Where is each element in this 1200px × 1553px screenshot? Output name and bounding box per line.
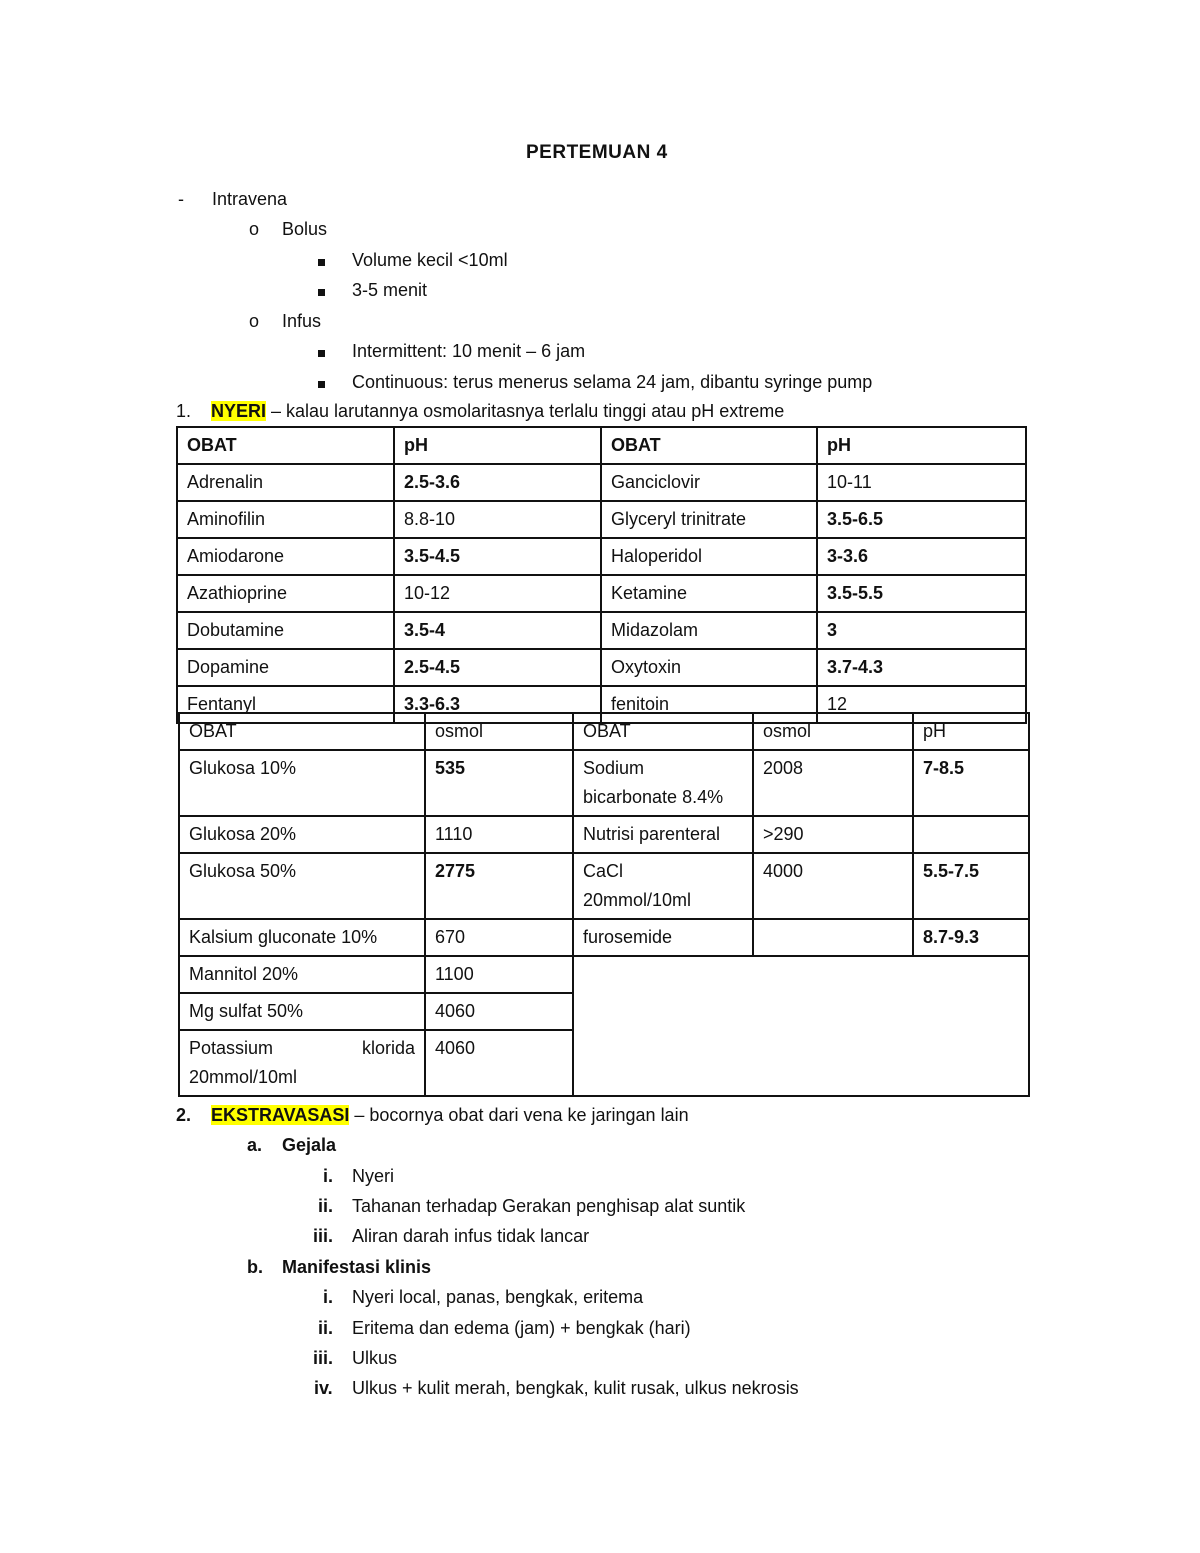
table-row [177, 501, 1026, 538]
table-header-cell: pH [394, 427, 601, 464]
outline-item-infus: Infus [282, 311, 322, 331]
section-heading-ekstravasasi [211, 1104, 689, 1126]
ph-table [176, 426, 1027, 724]
table-header-cell: pH [817, 427, 1026, 464]
table-row [179, 750, 1029, 816]
table-cell [573, 853, 753, 919]
cell-word: klorida [361, 1038, 415, 1058]
table-header-cell: pH [913, 713, 1029, 750]
section-description: – kalau larutannya osmolaritasnya terlalu tinggi atau pH extreme [266, 401, 785, 421]
section-heading-nyeri [211, 400, 784, 422]
table-cell: 2.5-3.6 [394, 464, 601, 501]
square-bullet-icon [318, 249, 325, 271]
square-bullet-icon [318, 340, 325, 362]
outline-item-bolus: Bolus [282, 219, 328, 239]
table-row [179, 919, 1029, 956]
cell-line: CaCl [583, 861, 624, 881]
section-number: 1. [176, 401, 192, 421]
table-cell: 670 [425, 919, 573, 956]
table-cell: 8.8-10 [394, 501, 601, 538]
table-cell [753, 919, 913, 956]
table-cell: 3.7-4.3 [817, 649, 1026, 686]
table-cell: Dobutamine [177, 612, 394, 649]
section-number: 2. [176, 1105, 192, 1125]
table-cell [573, 750, 753, 816]
table-row [177, 538, 1026, 575]
list-marker: b. [247, 1257, 263, 1277]
outline-item-intravena: Intravena [212, 189, 288, 209]
highlight-keyword: NYERI [211, 401, 267, 421]
table-cell: 5.5-7.5 [913, 853, 1029, 919]
table-cell: Nutrisi parenteral [573, 816, 753, 853]
table-cell: 4060 [425, 1030, 573, 1096]
table-cell: Dopamine [177, 649, 394, 686]
table-cell: 3.5-4 [394, 612, 601, 649]
table-header-row [177, 427, 1026, 464]
table-cell: Glukosa 20% [179, 816, 425, 853]
table-cell [179, 1030, 425, 1096]
list-item: Nyeri local, panas, bengkak, eritema [352, 1287, 644, 1307]
table-header-row [179, 713, 1029, 750]
table-cell: Aminofilin [177, 501, 394, 538]
cell-line: 20mmol/10ml [583, 890, 692, 910]
list-marker: i. [323, 1166, 334, 1186]
table-cell: Azathioprine [177, 575, 394, 612]
table-cell: Glukosa 10% [179, 750, 425, 816]
cell-word: Potassium [189, 1038, 274, 1058]
table-cell: 4060 [425, 993, 573, 1030]
highlight-keyword: EKSTRAVASASI [211, 1105, 350, 1125]
table-cell: furosemide [573, 919, 753, 956]
table-cell: 2008 [753, 750, 913, 816]
table-cell: Amiodarone [177, 538, 394, 575]
table-cell: Kalsium gluconate 10% [179, 919, 425, 956]
table-cell: 7-8.5 [913, 750, 1029, 816]
table-cell: Fentanyl [177, 686, 394, 723]
table-cell: Ganciclovir [601, 464, 817, 501]
outline-marker: o [249, 311, 260, 331]
list-marker: ii. [318, 1318, 334, 1338]
table-cell: Mg sulfat 50% [179, 993, 425, 1030]
table-cell: Glyceryl trinitrate [601, 501, 817, 538]
table-row [179, 956, 1029, 993]
table-row [177, 464, 1026, 501]
table-row [177, 649, 1026, 686]
list-item: Eritema dan edema (jam) + bengkak (hari) [352, 1318, 691, 1338]
table-header-cell: osmol [753, 713, 913, 750]
page-title: PERTEMUAN 4 [526, 142, 668, 163]
outline-subitem: Volume kecil <10ml [352, 250, 508, 270]
list-item: Aliran darah infus tidak lancar [352, 1226, 590, 1246]
list-marker: iv. [314, 1378, 333, 1398]
table-header-cell: OBAT [179, 713, 425, 750]
cell-line: 20mmol/10ml [189, 1067, 298, 1087]
table-cell: 535 [425, 750, 573, 816]
cell-line [189, 1034, 415, 1063]
table-cell: Adrenalin [177, 464, 394, 501]
table-cell: 10-11 [817, 464, 1026, 501]
list-item: Ulkus + kulit merah, bengkak, kulit rusak, ulkus nekrosis [352, 1378, 799, 1398]
list-marker: iii. [313, 1348, 334, 1368]
outline-marker: - [178, 189, 184, 209]
table-cell: 3-3.6 [817, 538, 1026, 575]
outline-subitem: Intermittent: 10 menit – 6 jam [352, 341, 586, 361]
table-cell: 10-12 [394, 575, 601, 612]
list-item: Tahanan terhadap Gerakan penghisap alat suntik [352, 1196, 746, 1216]
table-row [179, 853, 1029, 919]
list-marker: iii. [313, 1226, 334, 1246]
table-cell: Oxytoxin [601, 649, 817, 686]
osmol-table [178, 712, 1030, 1097]
section-description: – bocornya obat dari vena ke jaringan lain [349, 1105, 689, 1125]
outline-subitem: 3-5 menit [352, 280, 428, 300]
table-cell: 3.3-6.3 [394, 686, 601, 723]
list-item: Nyeri [352, 1166, 395, 1186]
table-cell: Ketamine [601, 575, 817, 612]
table-cell: 2.5-4.5 [394, 649, 601, 686]
subsection-gejala: Gejala [282, 1135, 337, 1155]
table-cell: 3.5-6.5 [817, 501, 1026, 538]
table-cell: 1110 [425, 816, 573, 853]
list-marker: i. [323, 1287, 334, 1307]
cell-line: bicarbonate 8.4% [583, 787, 724, 807]
table-cell: 1100 [425, 956, 573, 993]
table-header-cell: OBAT [573, 713, 753, 750]
outline-subitem: Continuous: terus menerus selama 24 jam, dibantu syringe pump [352, 372, 873, 392]
table-cell [913, 816, 1029, 853]
square-bullet-icon [318, 279, 325, 301]
table-row [177, 612, 1026, 649]
table-header-cell: OBAT [177, 427, 394, 464]
table-cell: Mannitol 20% [179, 956, 425, 993]
list-item: Ulkus [352, 1348, 398, 1368]
empty-merged-cell [573, 956, 1029, 1096]
table-cell: 3.5-5.5 [817, 575, 1026, 612]
cell-line: Sodium [583, 758, 645, 778]
table-row [177, 575, 1026, 612]
table-header-cell: osmol [425, 713, 573, 750]
list-marker: a. [247, 1135, 263, 1155]
list-marker: ii. [318, 1196, 334, 1216]
table-cell: Glukosa 50% [179, 853, 425, 919]
table-cell: 8.7-9.3 [913, 919, 1029, 956]
table-cell: >290 [753, 816, 913, 853]
table-cell: 4000 [753, 853, 913, 919]
subsection-manifestasi-klinis: Manifestasi klinis [282, 1257, 432, 1277]
outline-marker: o [249, 219, 260, 239]
table-cell: 3.5-4.5 [394, 538, 601, 575]
table-cell: 2775 [425, 853, 573, 919]
table-cell: Midazolam [601, 612, 817, 649]
table-cell: Haloperidol [601, 538, 817, 575]
table-cell: 12 [817, 686, 1026, 723]
square-bullet-icon [318, 371, 325, 393]
table-cell: fenitoin [601, 686, 817, 723]
table-header-cell: OBAT [601, 427, 817, 464]
table-cell: 3 [817, 612, 1026, 649]
table-row [179, 816, 1029, 853]
